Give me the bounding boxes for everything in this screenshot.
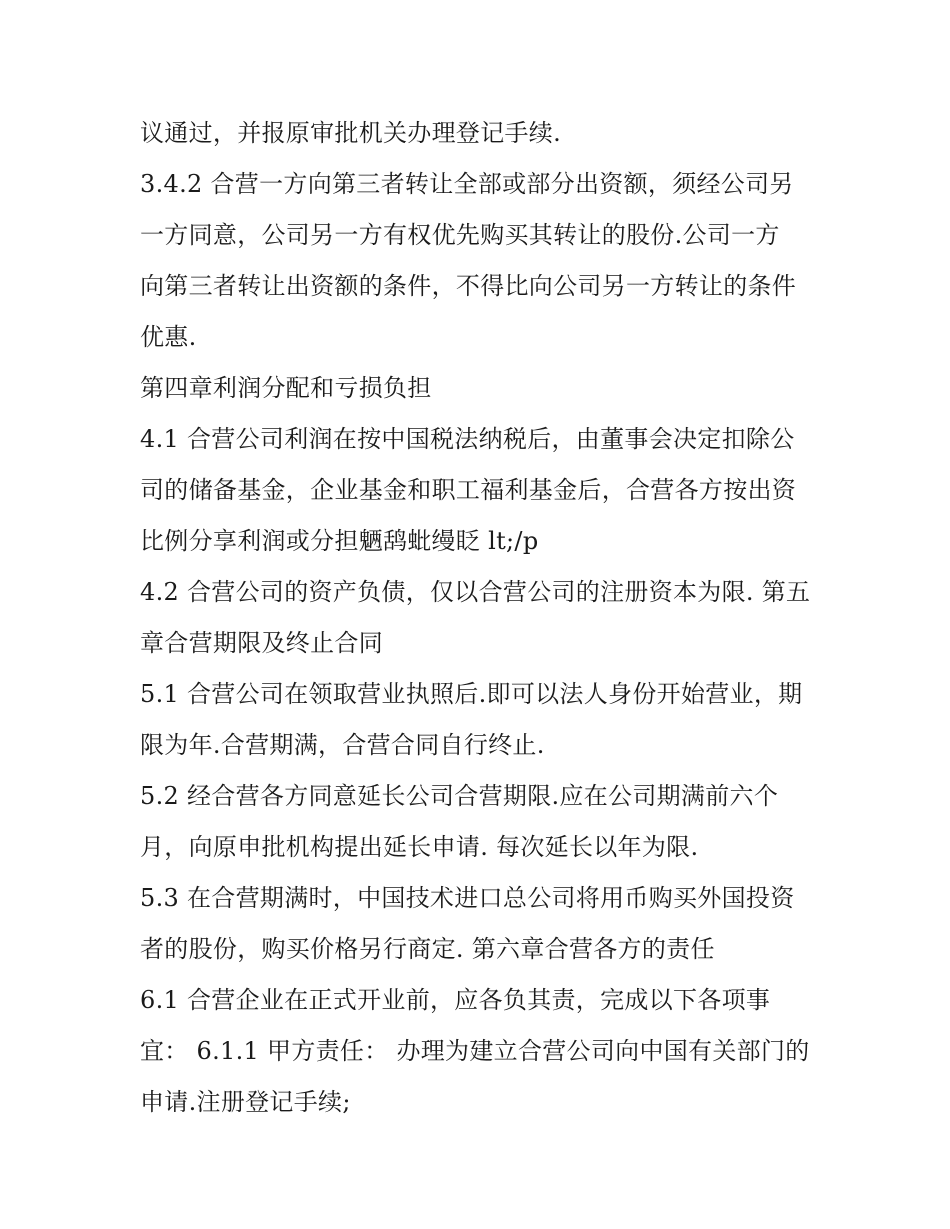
text-line: 向第三者转让出资额的条件，不得比向公司另一方转让的条件 (140, 272, 797, 300)
text-line: 5.3 在合营期满时，中国技术进口总公司将用币购买外国投资 (140, 884, 795, 912)
text-line: 6.1 合营企业在正式开业前，应各负其责，完成以下各项事 (140, 986, 771, 1014)
text-line: 3.4.2 合营一方向第三者转让全部或部分出资额，须经公司另 (140, 170, 794, 198)
text-line: 比例分享利润或分担魉鸹蚍缦眨 lt;/p (140, 527, 539, 555)
text-line: 议通过，并报原审批机关办理登记手续. (140, 119, 562, 147)
document-body (140, 108, 815, 1128)
text-line: 优惠. (140, 323, 197, 351)
text-line: 宜： 6.1.1 甲方责任： 办理为建立合营公司向中国有关部门的 (140, 1037, 810, 1065)
text-line: 申请.注册登记手续; (140, 1088, 351, 1116)
text-line: 者的股份，购买价格另行商定. 第六章合营各方的责任 (140, 935, 715, 963)
text-line: 章合营期限及终止合同 (140, 629, 383, 657)
text-line: 4.1 合营公司利润在按中国税法纳税后，由董事会决定扣除公 (140, 425, 795, 453)
text-line: 一方同意，公司另一方有权优先购买其转让的股份.公司一方 (140, 221, 780, 249)
text-line: 5.2 经合营各方同意延长公司合营期限.应在公司期满前六个 (140, 782, 779, 810)
text-line: 4.2 合营公司的资产负债，仅以合营公司的注册资本为限. 第五 (140, 578, 811, 606)
text-line: 司的储备基金，企业基金和职工福利基金后，合营各方按出资 (140, 476, 797, 504)
text-line: 限为年.合营期满，合营合同自行终止. (140, 731, 545, 759)
text-line: 5.1 合营公司在领取营业执照后.即可以法人身份开始营业，期 (140, 680, 803, 708)
chapter-heading: 第四章利润分配和亏损负担 (140, 374, 432, 402)
text-line: 月，向原申批机构提出延长申请. 每次延长以年为限. (140, 833, 699, 861)
